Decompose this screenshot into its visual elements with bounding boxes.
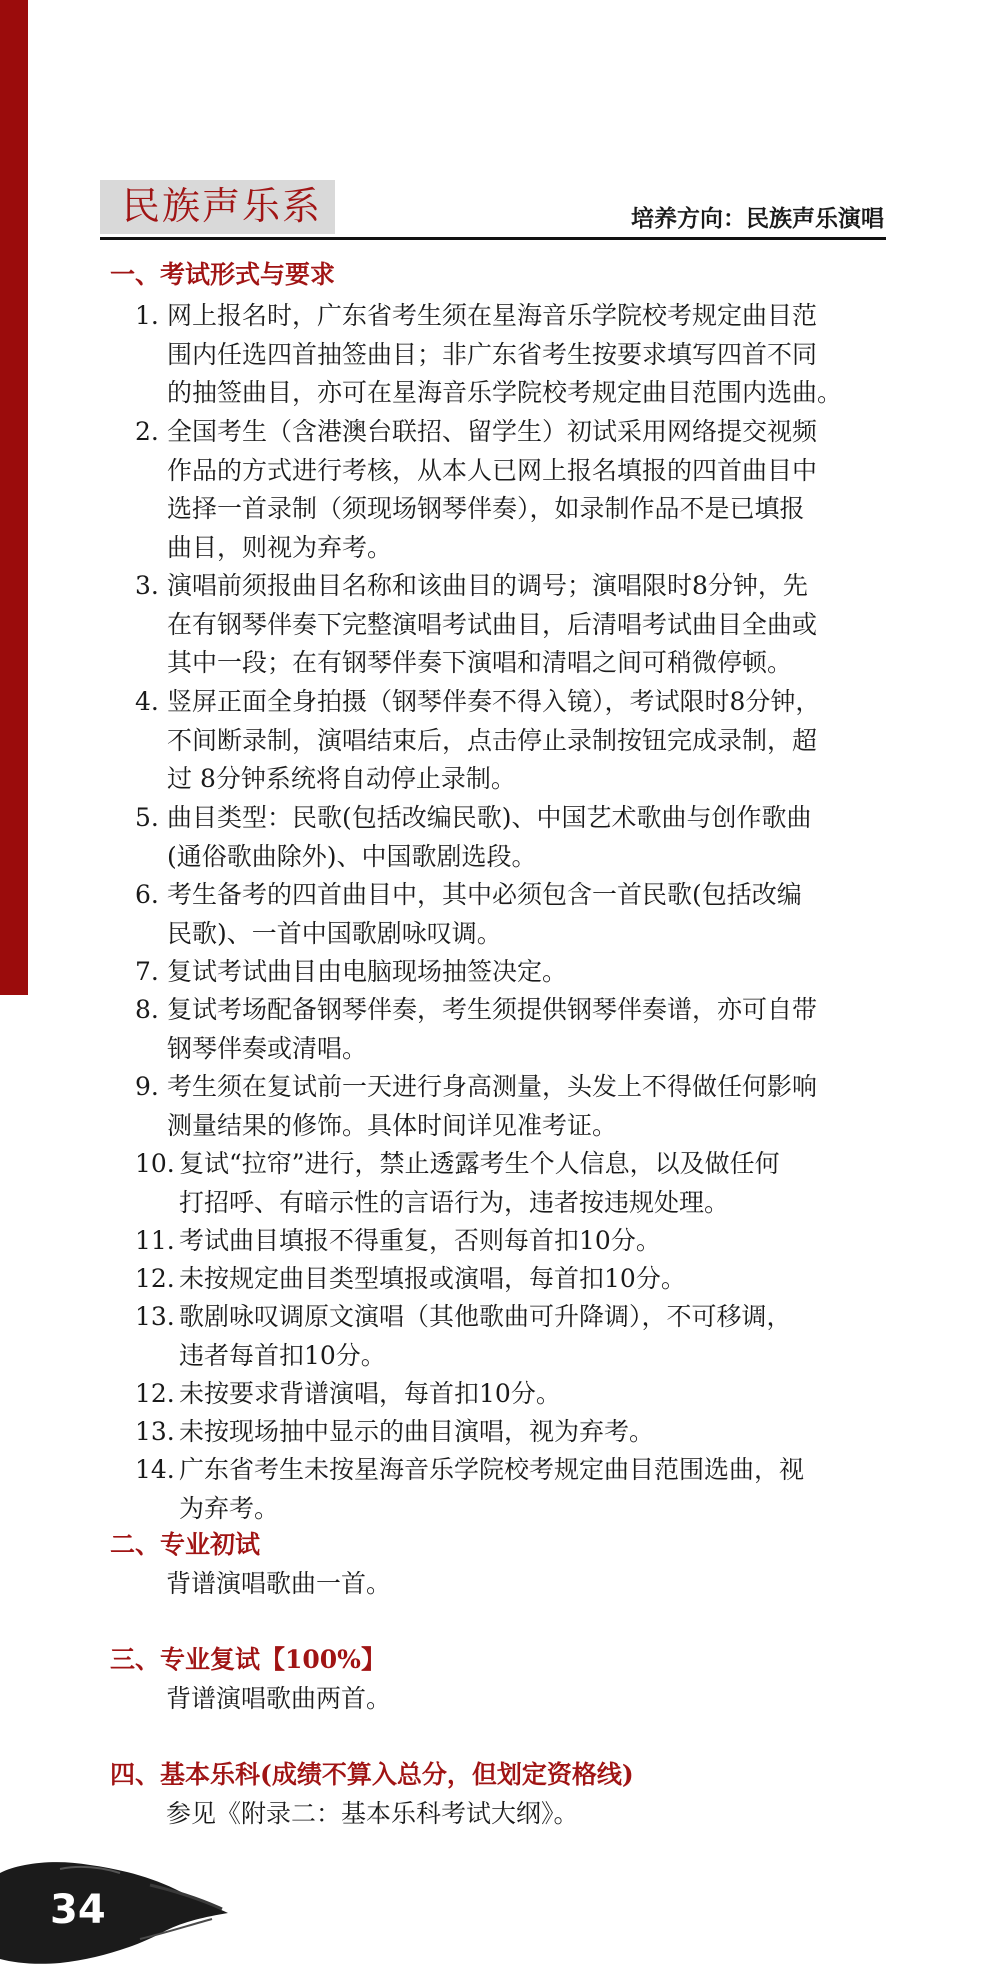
item-number: 8. <box>135 995 159 1024</box>
list-item: 3. 演唱前须报曲目名称和该曲目的调号；演唱限时8分钟，先 在有钢琴伴奏下完整演唱考试曲目，后清唱考试曲目全曲或 其中一段；在有钢琴伴奏下演唱和清唱之间可稍微停顿。 <box>135 567 875 683</box>
item-number: 9. <box>135 1072 159 1101</box>
training-direction: 培养方向：民族声乐演唱 <box>631 205 884 232</box>
list-item: 8. 复试考场配备钢琴伴奏，考生须提供钢琴伴奏谱，亦可自带 钢琴伴奏或清唱。 <box>135 991 875 1068</box>
list-item: 13. 未按现场抽中显示的曲目演唱，视为弃考。 <box>135 1413 875 1452</box>
item-number: 10. <box>135 1149 175 1178</box>
page-number: 34 <box>50 1887 106 1933</box>
item-number: 4. <box>135 687 159 716</box>
item-number: 3. <box>135 571 159 600</box>
list-item: 6. 考生备考的四首曲目中，其中必须包含一首民歌(包括改编 民歌)、一首中国歌剧咏叹调。 <box>135 876 875 953</box>
item-number: 2. <box>135 417 159 446</box>
list-item: 2. 全国考生（含港澳台联招、留学生）初试采用网络提交视频 作品的方式进行考核，从本人已网上报名填报的四首曲目中 选择一首录制（须现场钢琴伴奏），如录制作品不是已填报 曲目，则视为弃考。 <box>135 413 875 567</box>
item-number: 13. <box>135 1302 175 1331</box>
list-item: 12. 未按要求背谱演唱，每首扣10分。 <box>135 1375 875 1414</box>
header-divider <box>100 237 886 240</box>
list-item: 9. 考生须在复试前一天进行身高测量，头发上不得做任何影响 测量结果的修饰。具体时间详见准考证。 <box>135 1068 875 1145</box>
item-number: 12. <box>135 1379 175 1408</box>
section-heading-basic-music: 四、基本乐科(成绩不算入总分，但划定资格线) <box>110 1760 634 1789</box>
section-heading-preliminary: 二、专业初试 <box>110 1530 261 1559</box>
item-number: 13. <box>135 1417 175 1446</box>
section-heading-exam-requirements: 一、考试形式与要求 <box>110 260 336 289</box>
side-accent-bar <box>0 0 28 995</box>
section-text-preliminary: 背谱演唱歌曲一首。 <box>166 1569 392 1598</box>
ink-brush-decoration <box>0 1855 230 1965</box>
item-number: 14. <box>135 1455 175 1484</box>
item-number: 12. <box>135 1264 175 1293</box>
item-number: 7. <box>135 957 159 986</box>
list-item: 14. 广东省考生未按星海音乐学院校考规定曲目范围选曲，视 为弃考。 <box>135 1451 875 1528</box>
item-number: 5. <box>135 803 159 832</box>
list-item: 12. 未按规定曲目类型填报或演唱，每首扣10分。 <box>135 1260 875 1299</box>
item-number: 11. <box>135 1226 175 1255</box>
department-title: 民族声乐系 <box>122 184 323 228</box>
list-item: 5. 曲目类型：民歌(包括改编民歌)、中国艺术歌曲与创作歌曲 (通俗歌曲除外)、中国歌剧选段。 <box>135 799 875 876</box>
section-text-basic-music: 参见《附录二：基本乐科考试大纲》。 <box>166 1799 579 1828</box>
list-item: 7. 复试考试曲目由电脑现场抽签决定。 <box>135 953 875 992</box>
list-item: 10. 复试“拉帘”进行，禁止透露考生个人信息，以及做任何 打招呼、有暗示性的言语行为，违者按违规处理。 <box>135 1145 875 1222</box>
section-heading-retest: 三、专业复试【100%】 <box>110 1645 386 1674</box>
list-item: 4. 竖屏正面全身拍摄（钢琴伴奏不得入镜），考试限时8分钟， 不间断录制，演唱结束后，点击停止录制按钮完成录制，超 过 8分钟系统将自动停止录制。 <box>135 683 875 799</box>
item-number: 1. <box>135 301 159 330</box>
section-text-retest: 背谱演唱歌曲两首。 <box>166 1684 392 1713</box>
list-item: 1. 网上报名时，广东省考生须在星海音乐学院校考规定曲目范 围内任选四首抽签曲目；非广东省考生按要求填写四首不同 的抽签曲目，亦可在星海音乐学院校考规定曲目范围内选曲。 <box>135 297 875 413</box>
list-item: 13. 歌剧咏叹调原文演唱（其他歌曲可升降调），不可移调， 违者每首扣10分。 <box>135 1298 875 1375</box>
item-number: 6. <box>135 880 159 909</box>
list-item: 11. 考试曲目填报不得重复，否则每首扣10分。 <box>135 1222 875 1261</box>
